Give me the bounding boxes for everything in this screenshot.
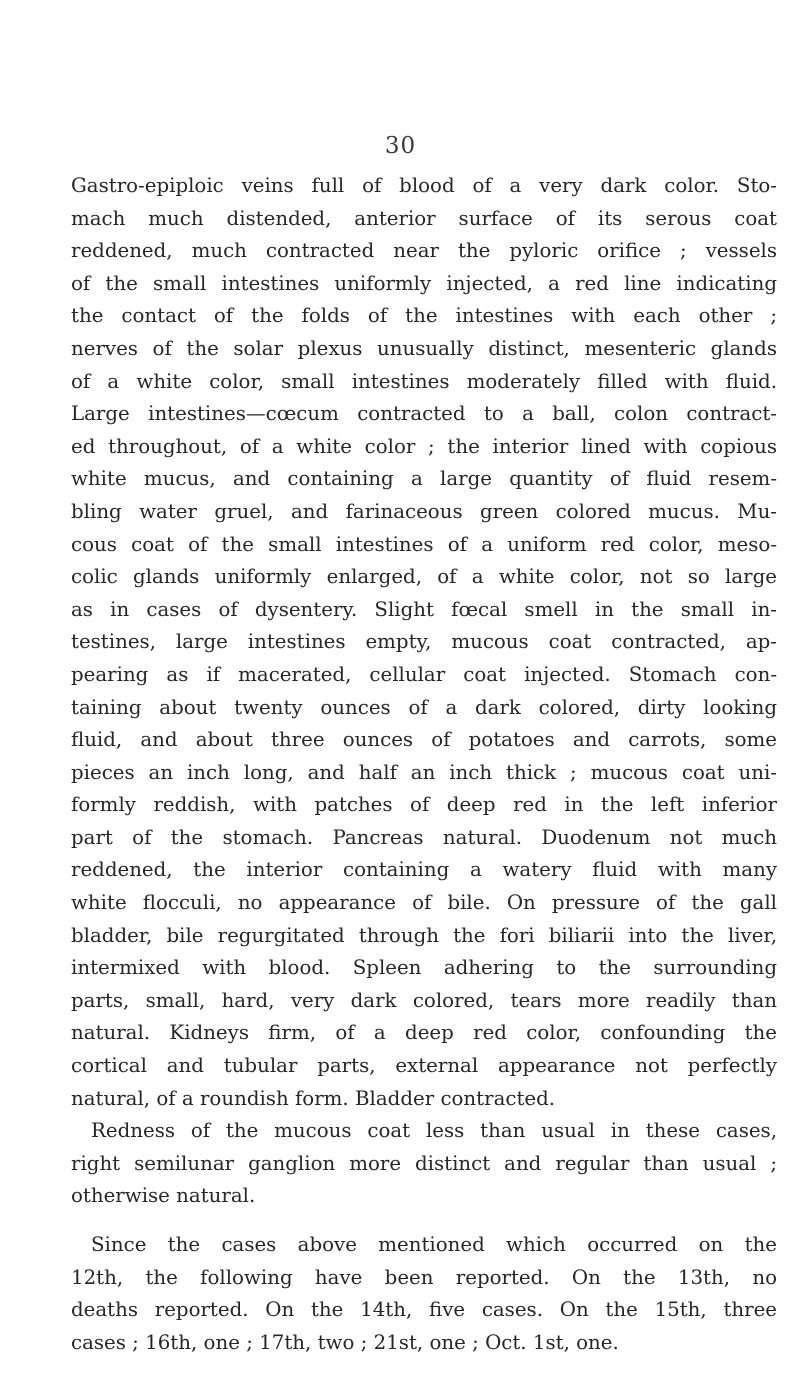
text-line: testines, large intestines empty, mucous coat contracted, ap- xyxy=(71,630,777,654)
text-line: 12th, the following have been reported. On the 13th, no xyxy=(71,1265,777,1289)
paragraph xyxy=(71,170,777,1115)
page-number: 30 xyxy=(384,133,417,159)
text-line: pieces an inch long, and half an inch thick ; mucous coat uni- xyxy=(71,760,777,784)
text-line: pearing as if macerated, cellular coat injected. Stomach con- xyxy=(71,662,777,686)
body-text xyxy=(71,170,777,1359)
text-line: of the small intestines uniformly injected, a red line indicating xyxy=(71,271,777,295)
text-line: parts, small, hard, very dark colored, tears more readily than xyxy=(71,988,777,1012)
text-line: Redness of the mucous coat less than usual in these cases, xyxy=(91,1119,777,1143)
text-line: deaths reported. On the 14th, five cases. On the 15th, three xyxy=(71,1298,777,1322)
text-line: formly reddish, with patches of deep red in the left inferior xyxy=(71,793,777,817)
text-line: colic glands uniformly enlarged, of a white color, not so large xyxy=(71,565,777,589)
text-line: bling water gruel, and farinaceous green colored mucus. Mu- xyxy=(71,499,777,523)
text-line: the contact of the folds of the intestines with each other ; xyxy=(71,304,777,328)
text-line: reddened, much contracted near the pyloric orifice ; vessels xyxy=(71,239,777,263)
paragraph xyxy=(71,1229,777,1359)
text-line: part of the stomach. Pancreas natural. Duodenum not much xyxy=(71,825,777,849)
text-line: natural, of a roundish form. Bladder contracted. xyxy=(71,1086,556,1110)
text-line: Gastro-epiploic veins full of blood of a very dark color. Sto- xyxy=(71,174,777,197)
text-line: natural. Kidneys firm, of a deep red color, confounding the xyxy=(71,1021,777,1045)
text-line: as in cases of dysentery. Slight fœcal smell in the small in- xyxy=(71,597,777,621)
text-line: cases ; 16th, one ; 17th, two ; 21st, one ; Oct. 1st, one. xyxy=(71,1330,619,1354)
text-line: Large intestines—cœcum contracted to a ball, colon contract- xyxy=(71,402,777,426)
text-line: cortical and tubular parts, external appearance not perfectly xyxy=(71,1054,777,1078)
text-line: reddened, the interior containing a watery fluid with many xyxy=(71,858,777,882)
text-line: intermixed with blood. Spleen adhering to the surrounding xyxy=(71,956,777,980)
text-line: white mucus, and containing a large quantity of fluid resem- xyxy=(71,467,777,491)
text-line: nerves of the solar plexus unusually distinct, mesenteric glands xyxy=(71,336,777,360)
text-line: otherwise natural. xyxy=(71,1184,256,1208)
text-line: ed throughout, of a white color ; the interior lined with copious xyxy=(71,434,777,458)
text-line: taining about twenty ounces of a dark colored, dirty looking xyxy=(71,695,777,719)
text-line: right semilunar ganglion more distinct and regular than usual ; xyxy=(71,1151,777,1175)
text-line: of a white color, small intestines moderately filled with fluid. xyxy=(71,369,777,393)
text-line: fluid, and about three ounces of potatoes and carrots, some xyxy=(71,728,777,752)
paragraph xyxy=(71,1115,777,1213)
text-line: bladder, bile regurgitated through the fori biliarii into the liver, xyxy=(71,923,777,947)
paragraph-gap xyxy=(71,1213,777,1229)
text-line: Since the cases above mentioned which occurred on the xyxy=(91,1233,777,1256)
text-line: white flocculi, no appearance of bile. On pressure of the gall xyxy=(71,891,777,915)
text-line: mach much distended, anterior surface of its serous coat xyxy=(71,206,777,230)
text-line: cous coat of the small intestines of a uniform red color, meso- xyxy=(71,532,777,556)
